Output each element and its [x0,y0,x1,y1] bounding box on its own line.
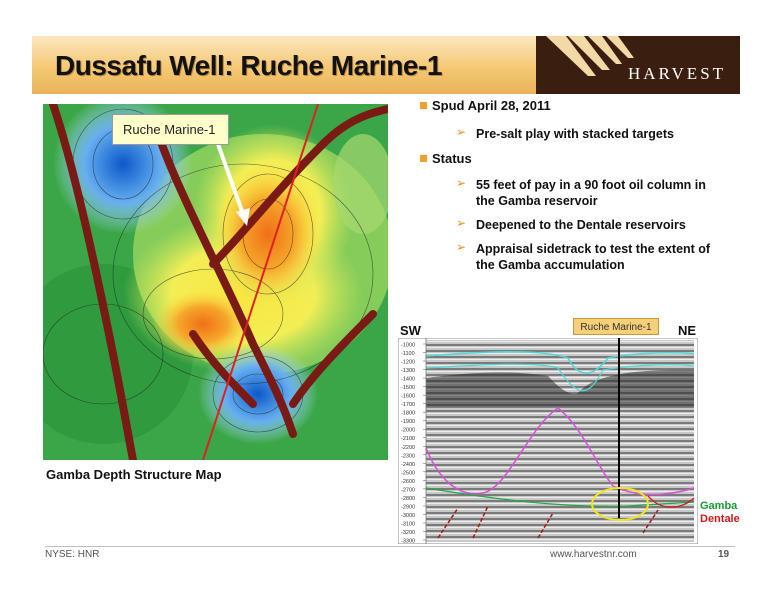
sub-bullet-sidetrack: Appraisal sidetrack to test the extent of the Gamba accumulation [476,242,711,272]
depth-tick-label: -3200 [401,529,416,536]
arrow-bullet-icon: ➢ [456,216,467,230]
depth-tick-label: -2500 [401,470,416,477]
depth-tick-label: -3300 [401,538,416,544]
depth-tick-label: -2900 [401,504,416,511]
depth-tick-label: -1300 [401,368,416,375]
page-number: 19 [718,549,730,560]
depth-tick-label: -1500 [401,385,416,392]
depth-tick-label: -3100 [401,521,416,528]
depth-tick-label: -1000 [401,342,416,349]
depth-tick-label: -1400 [401,376,416,383]
depth-tick-label: -1600 [401,393,416,400]
footer-url: www.harvestnr.com [550,549,637,560]
footer-divider [45,546,735,547]
depth-tick-label: -2100 [401,436,416,443]
depth-tick-label: -1800 [401,410,416,417]
bullet-status: Status [432,151,472,166]
bullet-square-icon [420,102,427,109]
footer-ticker: NYSE: HNR [45,549,100,560]
depth-tick-label: -3000 [401,512,416,519]
map-caption: Gamba Depth Structure Map [46,467,222,482]
depth-tick-label: -1900 [401,419,416,426]
depth-tick-label: -1200 [401,359,416,366]
depth-tick-label: -1700 [401,402,416,409]
depth-tick-label: -2300 [401,453,416,460]
gamba-depth-structure-map [43,104,388,460]
gamba-legend: Gamba [700,500,738,512]
depth-tick-label: -2400 [401,461,416,468]
bullet-square-icon [420,155,427,162]
sub-bullet-presalt: Pre-salt play with stacked targets [476,127,674,141]
sw-label: SW [400,323,421,338]
ne-label: NE [678,323,697,338]
depth-tick-label: -2800 [401,495,416,502]
harvest-logo-text: HARVEST [628,64,727,83]
dentale-legend: Dentale [700,513,740,525]
sub-bullet-pay: 55 feet of pay in a 90 foot oil column in the Gamba reservoir [476,178,706,208]
sub-bullet-deepened: Deepened to the Dentale reservoirs [476,218,686,232]
arrow-bullet-icon: ➢ [456,240,467,254]
arrow-bullet-icon: ➢ [456,176,467,190]
page-title: Dussafu Well: Ruche Marine-1 [55,50,442,81]
arrow-bullet-icon: ➢ [456,125,467,139]
depth-tick-label: -2600 [401,478,416,485]
depth-tick-label: -2000 [401,427,416,434]
depth-tick-label: -1100 [401,351,415,358]
well-callout: Ruche Marine-1 [112,114,229,145]
bullet-spud: Spud April 28, 2011 [432,98,551,113]
depth-tick-label: -2200 [401,444,416,451]
seismic-well-label: Ruche Marine-1 [573,318,659,335]
depth-tick-label: -2700 [401,487,416,494]
seismic-section [398,338,698,544]
